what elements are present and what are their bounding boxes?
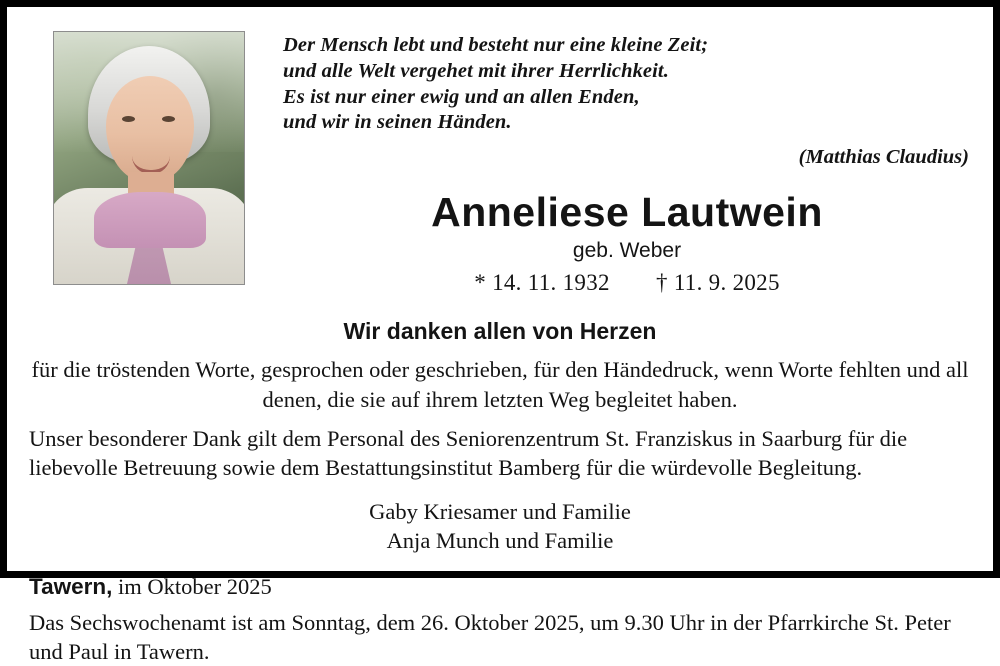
photo-eye-right [162,116,175,122]
signer-line: Anja Munch und Familie [386,528,614,554]
poem-line: Es ist nur einer ewig und an allen Enden, [283,85,640,108]
signers-block [29,498,971,556]
portrait-photo [53,31,245,285]
death-date: † 11. 9. 2025 [655,270,780,296]
thanks-heading: Wir danken allen von Herzen [343,318,657,345]
thanks-paragraph-1: für die tröstenden Worte, gesprochen oder geschrieben, für den Händedruck, wenn Worte fehlten und all denen, die sie auf ihrem letzten Weg begleitet haben. [31,357,969,412]
poem-line: und alle Welt vergehet mit ihrer Herrlichkeit. [283,59,669,82]
place-name: Tawern, [29,573,113,599]
thanks-paragraph-2: Unser besonderer Dank gilt dem Personal des Seniorenzentrum St. Franziskus in Saarburg für die liebevolle Betreuung sowie dem Bestattungsinstitut Bamberg für die würdevolle Begleitung. [29,425,908,481]
birth-date: * 14. 11. 1932 [474,270,610,296]
place-date: im Oktober 2025 [112,573,272,599]
poem-line: Der Mensch lebt und besteht nur eine kleine Zeit; [283,34,709,56]
name-block [283,191,971,296]
deceased-name: Anneliese Lautwein [431,189,823,236]
header-area [29,25,971,296]
portrait-container [53,31,243,285]
photo-eye-left [122,116,135,122]
photo-scarf [94,192,206,248]
life-dates [283,270,971,296]
signer-line: Gaby Kriesamer und Familie [369,499,631,525]
poem-line: und wir in seinen Händen. [283,111,512,134]
poem-author: (Matthias Claudius) [798,146,969,169]
service-info: Das Sechswochenamt ist am Sonntag, dem 26. Oktober 2025, um 9.30 Uhr in der Pfarrkirche St. Peter und Paul in Tawern. [29,609,951,665]
maiden-name: geb. Weber [572,239,682,263]
poem-block [243,25,971,296]
